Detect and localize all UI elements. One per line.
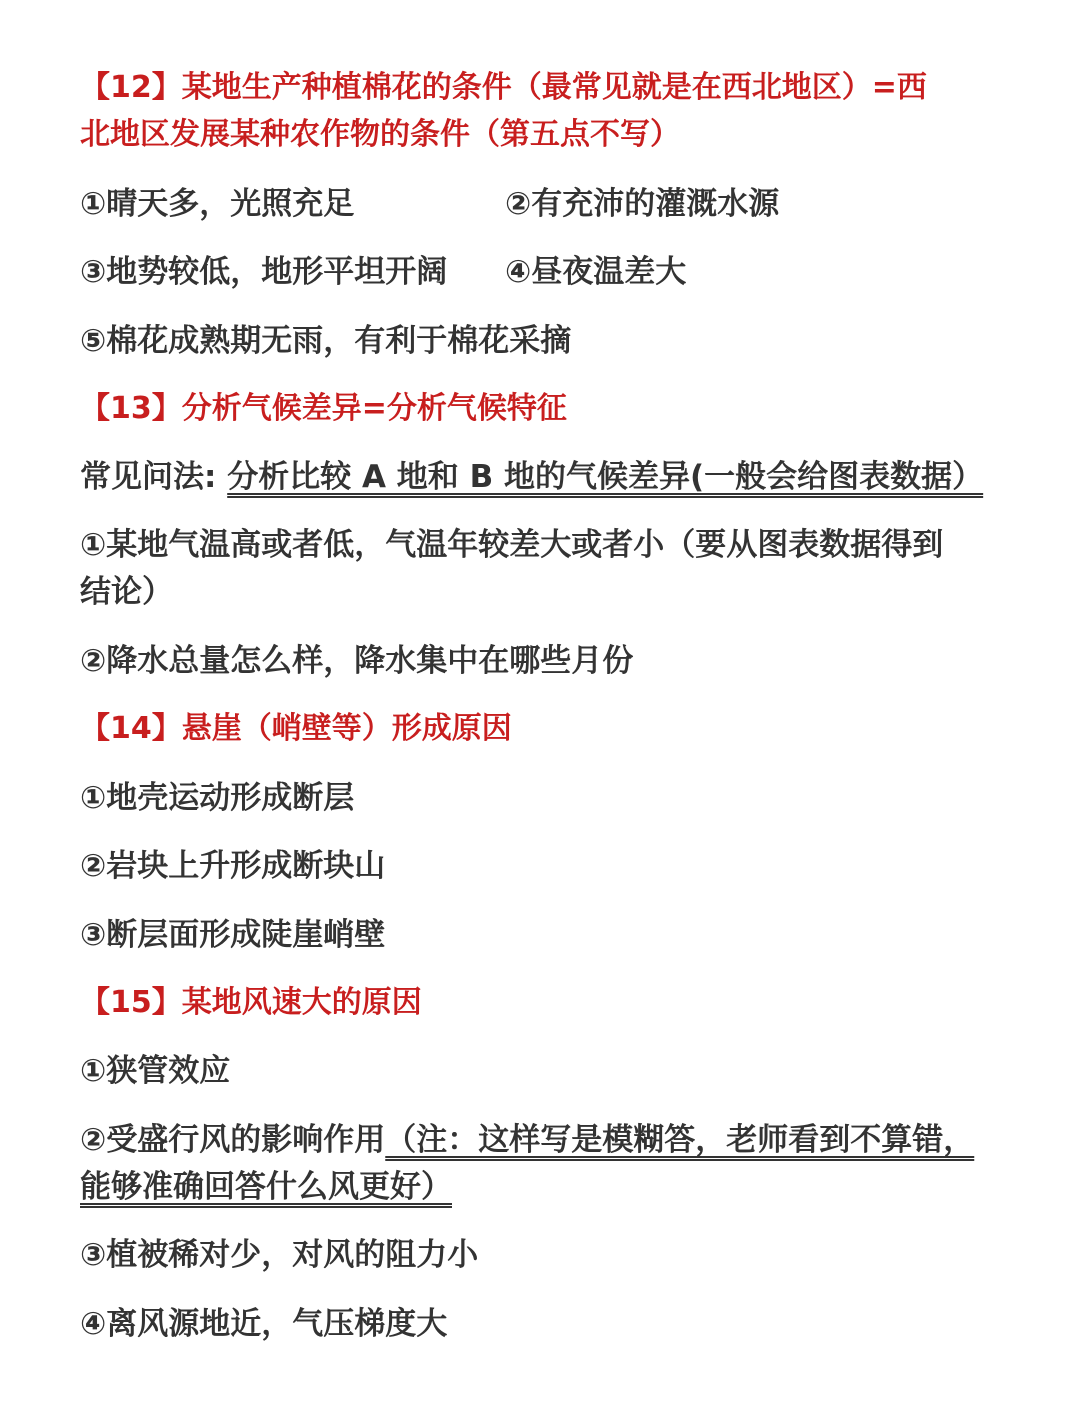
section-12-item-2: ②有充沛的灌溉水源 <box>505 186 780 222</box>
section-14-heading: 【14】悬崖（峭壁等）形成原因 <box>80 711 512 746</box>
section-15-item-3: ③植被稀对少，对风的阻力小 <box>80 1237 479 1273</box>
section-12-item-3: ③地势较低，地形平坦开阔 <box>80 254 448 290</box>
section-12-item-5: ⑤棉花成熟期无雨，有利于棉花采摘 <box>80 323 572 359</box>
section-13-item-1-line1: ①某地气温高或者低，气温年较差大或者小（要从图表数据得到 <box>80 527 944 563</box>
section-12-heading-line1: 【12】某地生产种植棉花的条件（最常见就是在西北地区）=西 <box>80 70 927 105</box>
section-15-item-2-text: ②受盛行风的影响作用 <box>80 1122 386 1158</box>
section-15-item-2-line2 <box>80 1165 452 1209</box>
section-15-item-2-note: （注：这样写是模糊答，老师看到不算错， <box>385 1122 975 1158</box>
section-15-heading: 【15】某地风速大的原因 <box>80 985 422 1020</box>
section-13-heading: 【13】分析气候差异=分析气候特征 <box>80 391 567 426</box>
section-14-item-3: ③断层面形成陡崖峭壁 <box>80 917 386 953</box>
section-15-item-2-line1 <box>80 1118 974 1162</box>
section-12-item-4: ④昼夜温差大 <box>505 254 687 290</box>
section-12-item-1: ①晴天多，光照充足 <box>80 186 355 222</box>
section-12-heading-line2: 北地区发展某种农作物的条件（第五点不写） <box>80 117 680 152</box>
section-13-item-1-line2: 结论） <box>80 574 173 610</box>
section-13-question <box>80 455 983 499</box>
question-prefix: 常见问法: <box>80 459 228 495</box>
section-15-item-1: ①狭管效应 <box>80 1053 231 1089</box>
section-14-item-2: ②岩块上升形成断块山 <box>80 848 386 884</box>
section-15-item-2-note-cont: 能够准确回答什么风更好） <box>80 1169 452 1205</box>
section-15-item-4: ④离风源地近，气压梯度大 <box>80 1306 448 1342</box>
question-text: 分析比较 A 地和 B 地的气候差异(一般会给图表数据） <box>227 459 984 495</box>
section-14-item-1: ①地壳运动形成断层 <box>80 780 355 816</box>
section-13-item-2: ②降水总量怎么样，降水集中在哪些月份 <box>80 643 634 679</box>
